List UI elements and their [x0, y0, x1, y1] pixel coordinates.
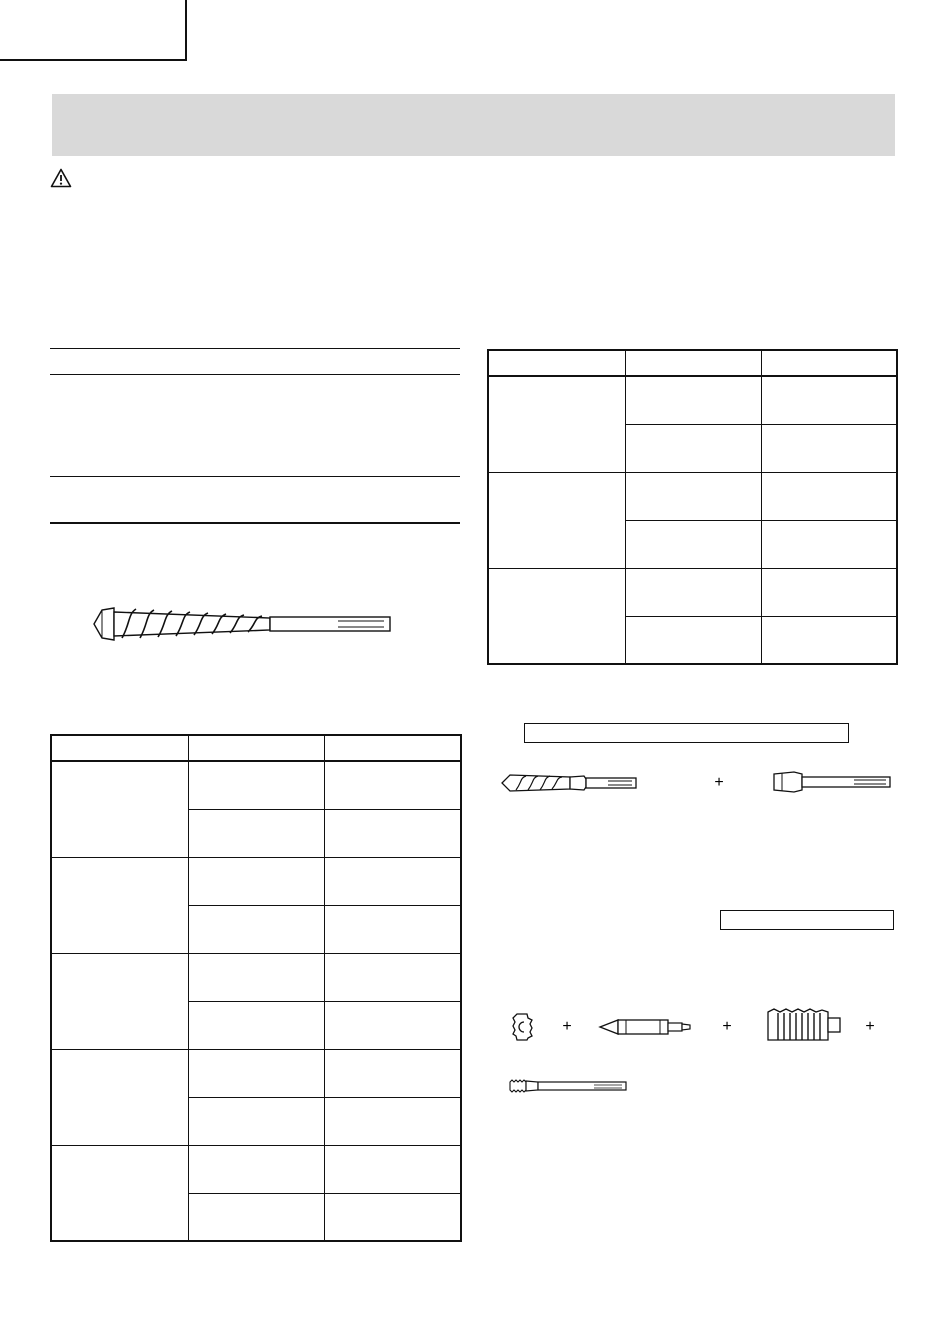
table-cell: [324, 857, 461, 905]
table-cell: [324, 1145, 461, 1193]
table-cell: [324, 1001, 461, 1049]
table-cell: [324, 905, 461, 953]
rule-line-1: [50, 348, 460, 349]
table-cell: [51, 1145, 188, 1241]
right-spec-table: [487, 349, 898, 665]
table-cell: [51, 857, 188, 953]
tapered-drill-bit-drawing: [500, 770, 640, 796]
table-cell: [761, 616, 897, 664]
center-pin-drawing: [598, 1016, 694, 1038]
table-cell: [324, 1097, 461, 1145]
boxed-label-core-bit-set: [720, 910, 894, 930]
table-header-cell: [761, 350, 897, 376]
table-cell: [324, 1049, 461, 1097]
table-cell: [188, 1193, 324, 1241]
plus-sign: +: [562, 1018, 572, 1035]
rule-line-4: [50, 522, 460, 524]
table-cell: [188, 953, 324, 1001]
plus-sign: +: [722, 1018, 732, 1035]
table-cell: [188, 1049, 324, 1097]
table-cell: [188, 761, 324, 809]
table-cell: [51, 761, 188, 857]
table-cell: [625, 472, 761, 520]
rule-line-3: [50, 476, 460, 477]
table-header-cell: [488, 350, 625, 376]
table-cell: [761, 424, 897, 472]
table-cell: [625, 424, 761, 472]
table-cell: [761, 520, 897, 568]
table-cell: [488, 376, 625, 472]
shank-adapter-drawing: [508, 1076, 630, 1096]
table-cell: [625, 568, 761, 616]
table-cell: [188, 1001, 324, 1049]
table-cell: [188, 809, 324, 857]
table-cell: [324, 809, 461, 857]
table-cell: [51, 953, 188, 1049]
table-cell: [188, 857, 324, 905]
warning-triangle-icon: [50, 168, 72, 188]
table-header-cell: [625, 350, 761, 376]
section-header-band: [52, 94, 895, 156]
table-cell: [488, 472, 625, 568]
table-cell: [761, 568, 897, 616]
table-cell: [188, 905, 324, 953]
table-cell: [324, 953, 461, 1001]
plus-sign: +: [714, 774, 724, 791]
table-header-cell: [324, 735, 461, 761]
table-cell: [488, 568, 625, 664]
table-cell: [324, 761, 461, 809]
plus-sign: +: [865, 1018, 875, 1035]
table-header-cell: [188, 735, 324, 761]
core-bit-drawing: [764, 1006, 844, 1046]
guide-plate-drawing: [511, 1012, 533, 1042]
rule-line-2: [50, 374, 460, 375]
taper-adapter-drawing: [770, 768, 894, 796]
page-corner-tab: [0, 0, 187, 61]
table-cell: [625, 616, 761, 664]
table-cell: [324, 1193, 461, 1241]
boxed-label-drill-set: [524, 723, 849, 743]
table-cell: [625, 520, 761, 568]
table-cell: [625, 376, 761, 424]
left-spec-table: [50, 734, 462, 1242]
table-header-cell: [51, 735, 188, 761]
table-cell: [51, 1049, 188, 1145]
table-cell: [761, 472, 897, 520]
table-cell: [761, 376, 897, 424]
table-cell: [188, 1145, 324, 1193]
drill-bit-drawing: [92, 604, 394, 644]
table-cell: [188, 1097, 324, 1145]
